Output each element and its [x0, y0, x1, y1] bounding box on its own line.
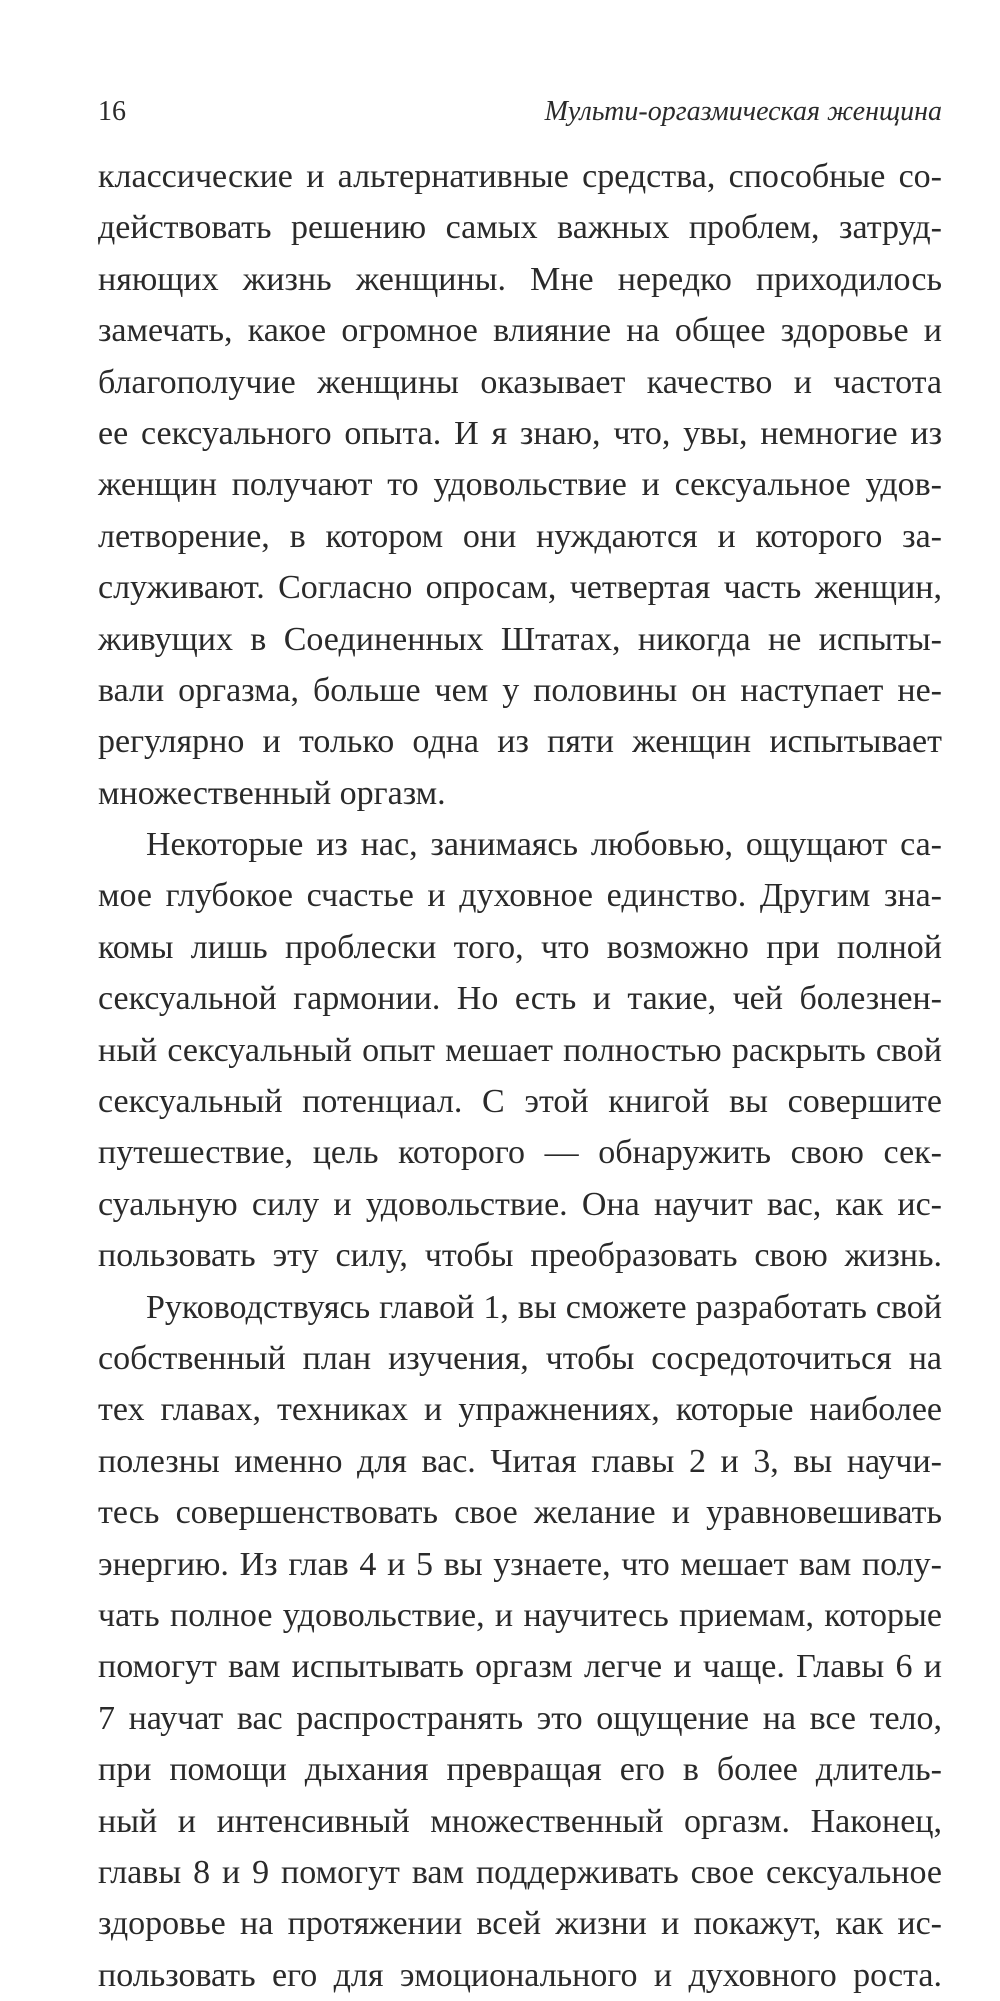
- text-line: классические и альтернативные средства, способные со-: [98, 158, 942, 195]
- text-line: ный сексуальный опыт мешает полностью раскрыть свой: [98, 1031, 942, 1069]
- text-line: живущих в Соединенных Штатах, никогда не испыты-: [98, 620, 942, 658]
- running-header: [98, 92, 942, 132]
- running-title: Мульти-оргазмическая женщина: [544, 96, 942, 127]
- text-line: энергию. Из глав 4 и 5 вы узнаете, что мешает вам полу-: [98, 1545, 942, 1583]
- text-line: здоровье на протяжении всей жизни и покажут, как ис-: [98, 1905, 942, 1943]
- text-line: замечать, какое огромное влияние на общее здоровье и: [98, 312, 942, 350]
- paragraph-1: [98, 151, 942, 819]
- text-line: пользовать эту силу, чтобы преобразовать свою жизнь.: [98, 1237, 942, 1275]
- text-line: служивают. Согласно опросам, четвертая часть женщин,: [98, 569, 942, 607]
- text-line: сексуальный потенциал. С этой книгой вы совершите: [98, 1083, 942, 1121]
- text-line: суальную силу и удовольствие. Она научит вас, как ис-: [98, 1185, 942, 1223]
- text-line: путешествие, цель которого — обнаружить свою сек-: [98, 1134, 942, 1172]
- text-line: при помощи дыхания превращая его в более длитель-: [98, 1751, 942, 1789]
- text-line: тех главах, техниках и упражнениях, которые наиболее: [98, 1391, 942, 1429]
- paragraph-3: [98, 1282, 942, 2001]
- text-line: женщин получают то удовольствие и сексуальное удов-: [98, 466, 942, 504]
- text-line: благополучие женщины оказывает качество и частота: [98, 363, 942, 401]
- paragraph-2: [98, 819, 942, 1282]
- text-line: няющих жизнь женщины. Мне нередко приходилось: [98, 260, 942, 298]
- text-line: 7 научат вас распространять это ощущение на все тело,: [98, 1699, 942, 1737]
- body-text: [98, 151, 942, 2001]
- text-line: Руководствуясь главой 1, вы сможете разработать свой: [146, 1288, 942, 1326]
- text-line: помогут вам испытывать оргазм легче и чаще. Главы 6 и: [98, 1648, 942, 1686]
- text-line: комы лишь проблески того, что возможно при полной: [98, 928, 942, 966]
- text-line: множественный оргазм.: [98, 774, 446, 812]
- text-line: действовать решению самых важных проблем, затруд-: [98, 209, 942, 247]
- text-line: тесь совершенствовать свое желание и уравновешивать: [98, 1494, 942, 1532]
- text-line: ее сексуального опыта. И я знаю, что, увы, немногие из: [98, 414, 942, 452]
- text-line: сексуальной гармонии. Но есть и такие, чей болезнен-: [98, 980, 942, 1018]
- text-line: мое глубокое счастье и духовное единство. Другим зна-: [98, 877, 942, 915]
- text-line: ный и интенсивный множественный оргазм. Наконец,: [98, 1802, 942, 1840]
- text-line: собственный план изучения, чтобы сосредоточиться на: [98, 1339, 942, 1377]
- page-number: 16: [98, 96, 126, 127]
- text-line: вали оргазма, больше чем у половины он наступает не-: [98, 671, 942, 709]
- text-line: чать полное удовольствие, и научитесь приемам, которые: [98, 1596, 942, 1634]
- text-line: регулярно и только одна из пяти женщин испытывает: [98, 723, 942, 761]
- text-line: летворение, в котором они нуждаются и которого за-: [98, 517, 942, 555]
- text-line: полезны именно для вас. Читая главы 2 и 3, вы научи-: [98, 1442, 942, 1480]
- text-line: Некоторые из нас, занимаясь любовью, ощущают са-: [146, 826, 942, 864]
- text-line: пользовать его для эмоционального и духовного роста.: [98, 1956, 942, 1994]
- text-line: главы 8 и 9 помогут вам поддерживать свое сексуальное: [98, 1853, 942, 1891]
